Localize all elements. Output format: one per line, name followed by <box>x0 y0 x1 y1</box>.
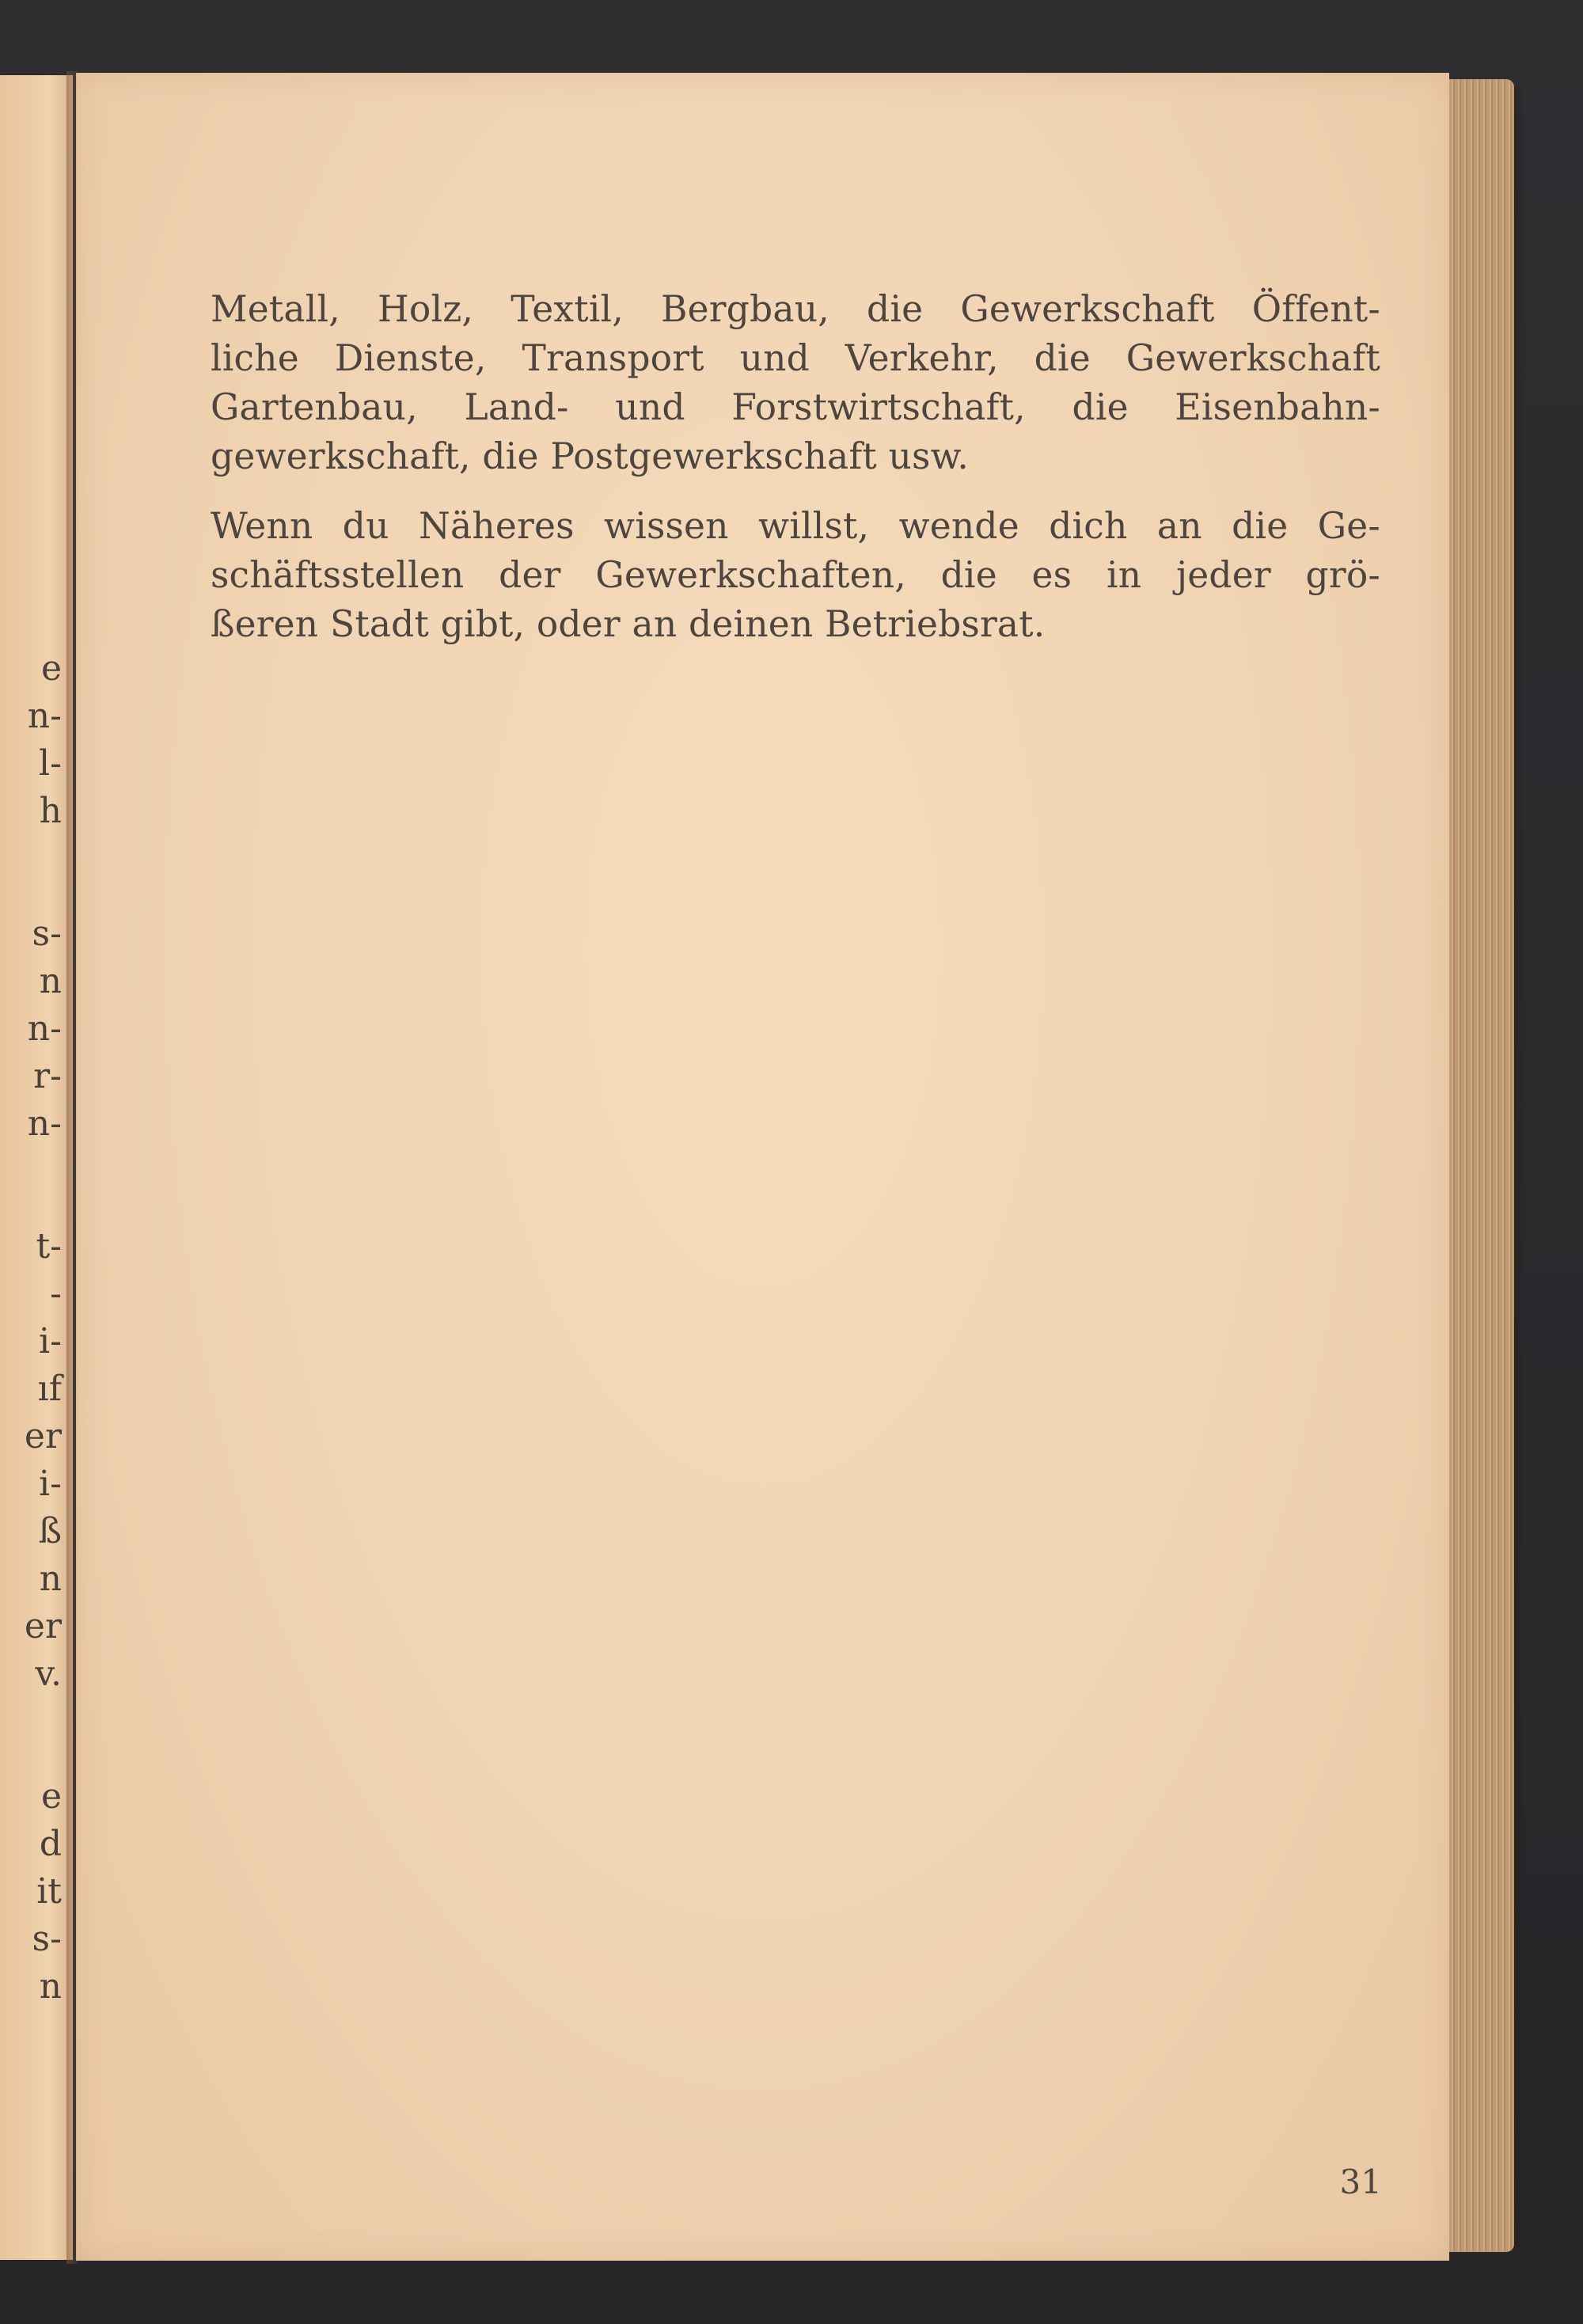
left-page-fragment: n- <box>27 696 62 736</box>
left-page-fragment: n <box>39 1966 62 2007</box>
left-page-fragment: d <box>39 1824 62 1864</box>
left-page-fragment: it <box>36 1871 62 1912</box>
paragraph <box>211 502 1380 649</box>
left-page-fragment: er <box>24 1416 62 1456</box>
left-page-fragment: r- <box>33 1056 62 1096</box>
left-page-fragment: i- <box>39 1321 62 1361</box>
left-page-fragment: s- <box>32 913 62 954</box>
left-page-fragment: s- <box>32 1919 62 1959</box>
left-page-fragment: i- <box>39 1464 62 1504</box>
left-page-fragment: h <box>39 791 62 831</box>
left-page-fragment: e <box>40 1776 62 1817</box>
left-page-fragment: n <box>39 1559 62 1599</box>
left-page-fragment: v. <box>35 1654 62 1694</box>
left-page-fragment: l- <box>39 743 62 784</box>
text-line: Metall, Holz, Textil, Bergbau, die Gewerkschaft Öffent- <box>211 288 1380 330</box>
book-gutter <box>66 71 78 2264</box>
page-edges-shadow <box>1514 87 1524 2248</box>
left-page-fragment: n <box>39 961 62 1001</box>
left-page-fragment: - <box>50 1274 62 1314</box>
text-line: Wenn du Näheres wissen willst, wende dich an die Ge- <box>211 505 1380 547</box>
book-page <box>76 73 1449 2261</box>
page-number: 31 <box>1339 2163 1382 2201</box>
text-line: gewerkschaft, die Postgewerkschaft usw. <box>211 435 969 477</box>
left-facing-page <box>0 75 73 2260</box>
left-page-fragment: t- <box>36 1226 62 1266</box>
text-line: Gartenbau, Land- und Forstwirtschaft, die Eisenbahn- <box>211 386 1380 428</box>
left-page-fragment: ß <box>38 1511 62 1551</box>
text-line: liche Dienste, Transport und Verkehr, die Gewerkschaft <box>211 337 1380 379</box>
left-page-fragment: n- <box>27 1103 62 1144</box>
left-page-fragment: e <box>40 648 62 689</box>
text-line: ßeren Stadt gibt, oder an deinen Betriebsrat. <box>211 603 1046 645</box>
left-page-fragment: ıf <box>37 1369 62 1409</box>
paragraph-gap <box>211 481 1380 502</box>
left-page-fragment: n- <box>27 1008 62 1049</box>
body-text <box>211 285 1380 649</box>
page-edges <box>1449 79 1514 2252</box>
paragraph <box>211 285 1380 481</box>
text-line: schäftsstellen der Gewerkschaften, die es in jeder grö- <box>211 554 1380 596</box>
left-page-fragment: er <box>24 1606 62 1646</box>
